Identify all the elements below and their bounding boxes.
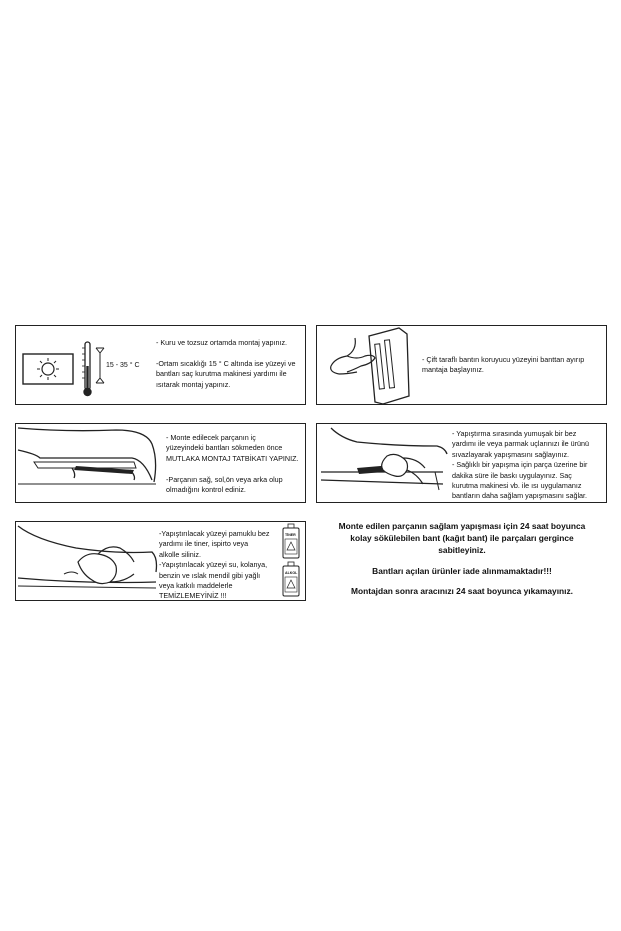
note-fix-line-2: kolay sökülebilen bant (kağıt bant) ile parçaları gergince xyxy=(350,533,574,544)
note-fix-line-1: Monte edilen parçanın sağlam yapışması için 24 saat boyunca xyxy=(338,521,586,531)
instruction-panel-trial-fit xyxy=(15,423,306,503)
temperature-range-label: 15 - 35 ° C xyxy=(106,362,140,369)
peel-tape-illustration xyxy=(317,326,427,404)
mounting-notes xyxy=(312,520,612,597)
note-no-return: Bantları açılan ürünler iade alınmamaktadır!!! xyxy=(372,565,552,576)
peel-tape-instructions: - Çift taraflı bantın koruyucu yüzeyini banttan ayırıp mantaja başlayınız. xyxy=(422,355,585,375)
press-part-illustration xyxy=(317,424,452,502)
car-part-trial-illustration xyxy=(16,424,166,502)
note-fix-line-3: sabitleyiniz. xyxy=(438,545,486,556)
bottle-alkol-label: ALKOL xyxy=(285,571,298,575)
instruction-panel-apply-pressure xyxy=(316,423,607,503)
instruction-panel-environment xyxy=(15,325,306,405)
instruction-panel-cleaning xyxy=(15,521,306,601)
trial-fit-instructions: - Monte edilecek parçanın iç yüzeyindeki bantları sökmeden önce MUTLAKA MONTAJ TATBİKATI YAPINIZ. -Parçanın sağ, sol,ön veya arka olup olmadığını kontrol ediniz. xyxy=(166,433,299,495)
cleaning-instructions: -Yapıştırılacak yüzeyi pamuklu bez yardımı ile tiner, ispirto veya alkolle siliniz. -Yapıştırılacak yüzeyi su, kolanya, benzin ve ıslak mendil gibi yağlı veya katkılı maddelerle TEMİZLEMEYİNİZ !!! xyxy=(159,529,270,601)
environment-instructions: - Kuru ve tozsuz ortamda montaj yapınız. -Ortam sıcaklığı 15 ° C altında ise yüzeyi ve bantları saç kurutma makinesi yardımı ile ısıtarak montaj yapınız. xyxy=(156,338,296,389)
apply-pressure-instructions: - Yapıştırma sırasında yumuşak bir bez yardımı ile veya parmak uçlarınızı ile ürünü sıvazlayarak yapışmasını sağlayınız. - Sağlıklı bir yapışma için parça üzerine bir dakika süre ile baskı uygulayınız. Saç kurutma makinesi vb. ile ısı uygulamanız bantların daha sağlam yapışmasını sağlar. xyxy=(452,429,590,501)
bottle-alkol-icon xyxy=(16,522,307,600)
bottle-tiner-label: TİNER xyxy=(285,533,296,537)
instruction-panel-peel-tape xyxy=(316,325,607,405)
note-no-wash: Montajdan sonra aracınızı 24 saat boyunca yıkamayınız. xyxy=(350,585,573,596)
